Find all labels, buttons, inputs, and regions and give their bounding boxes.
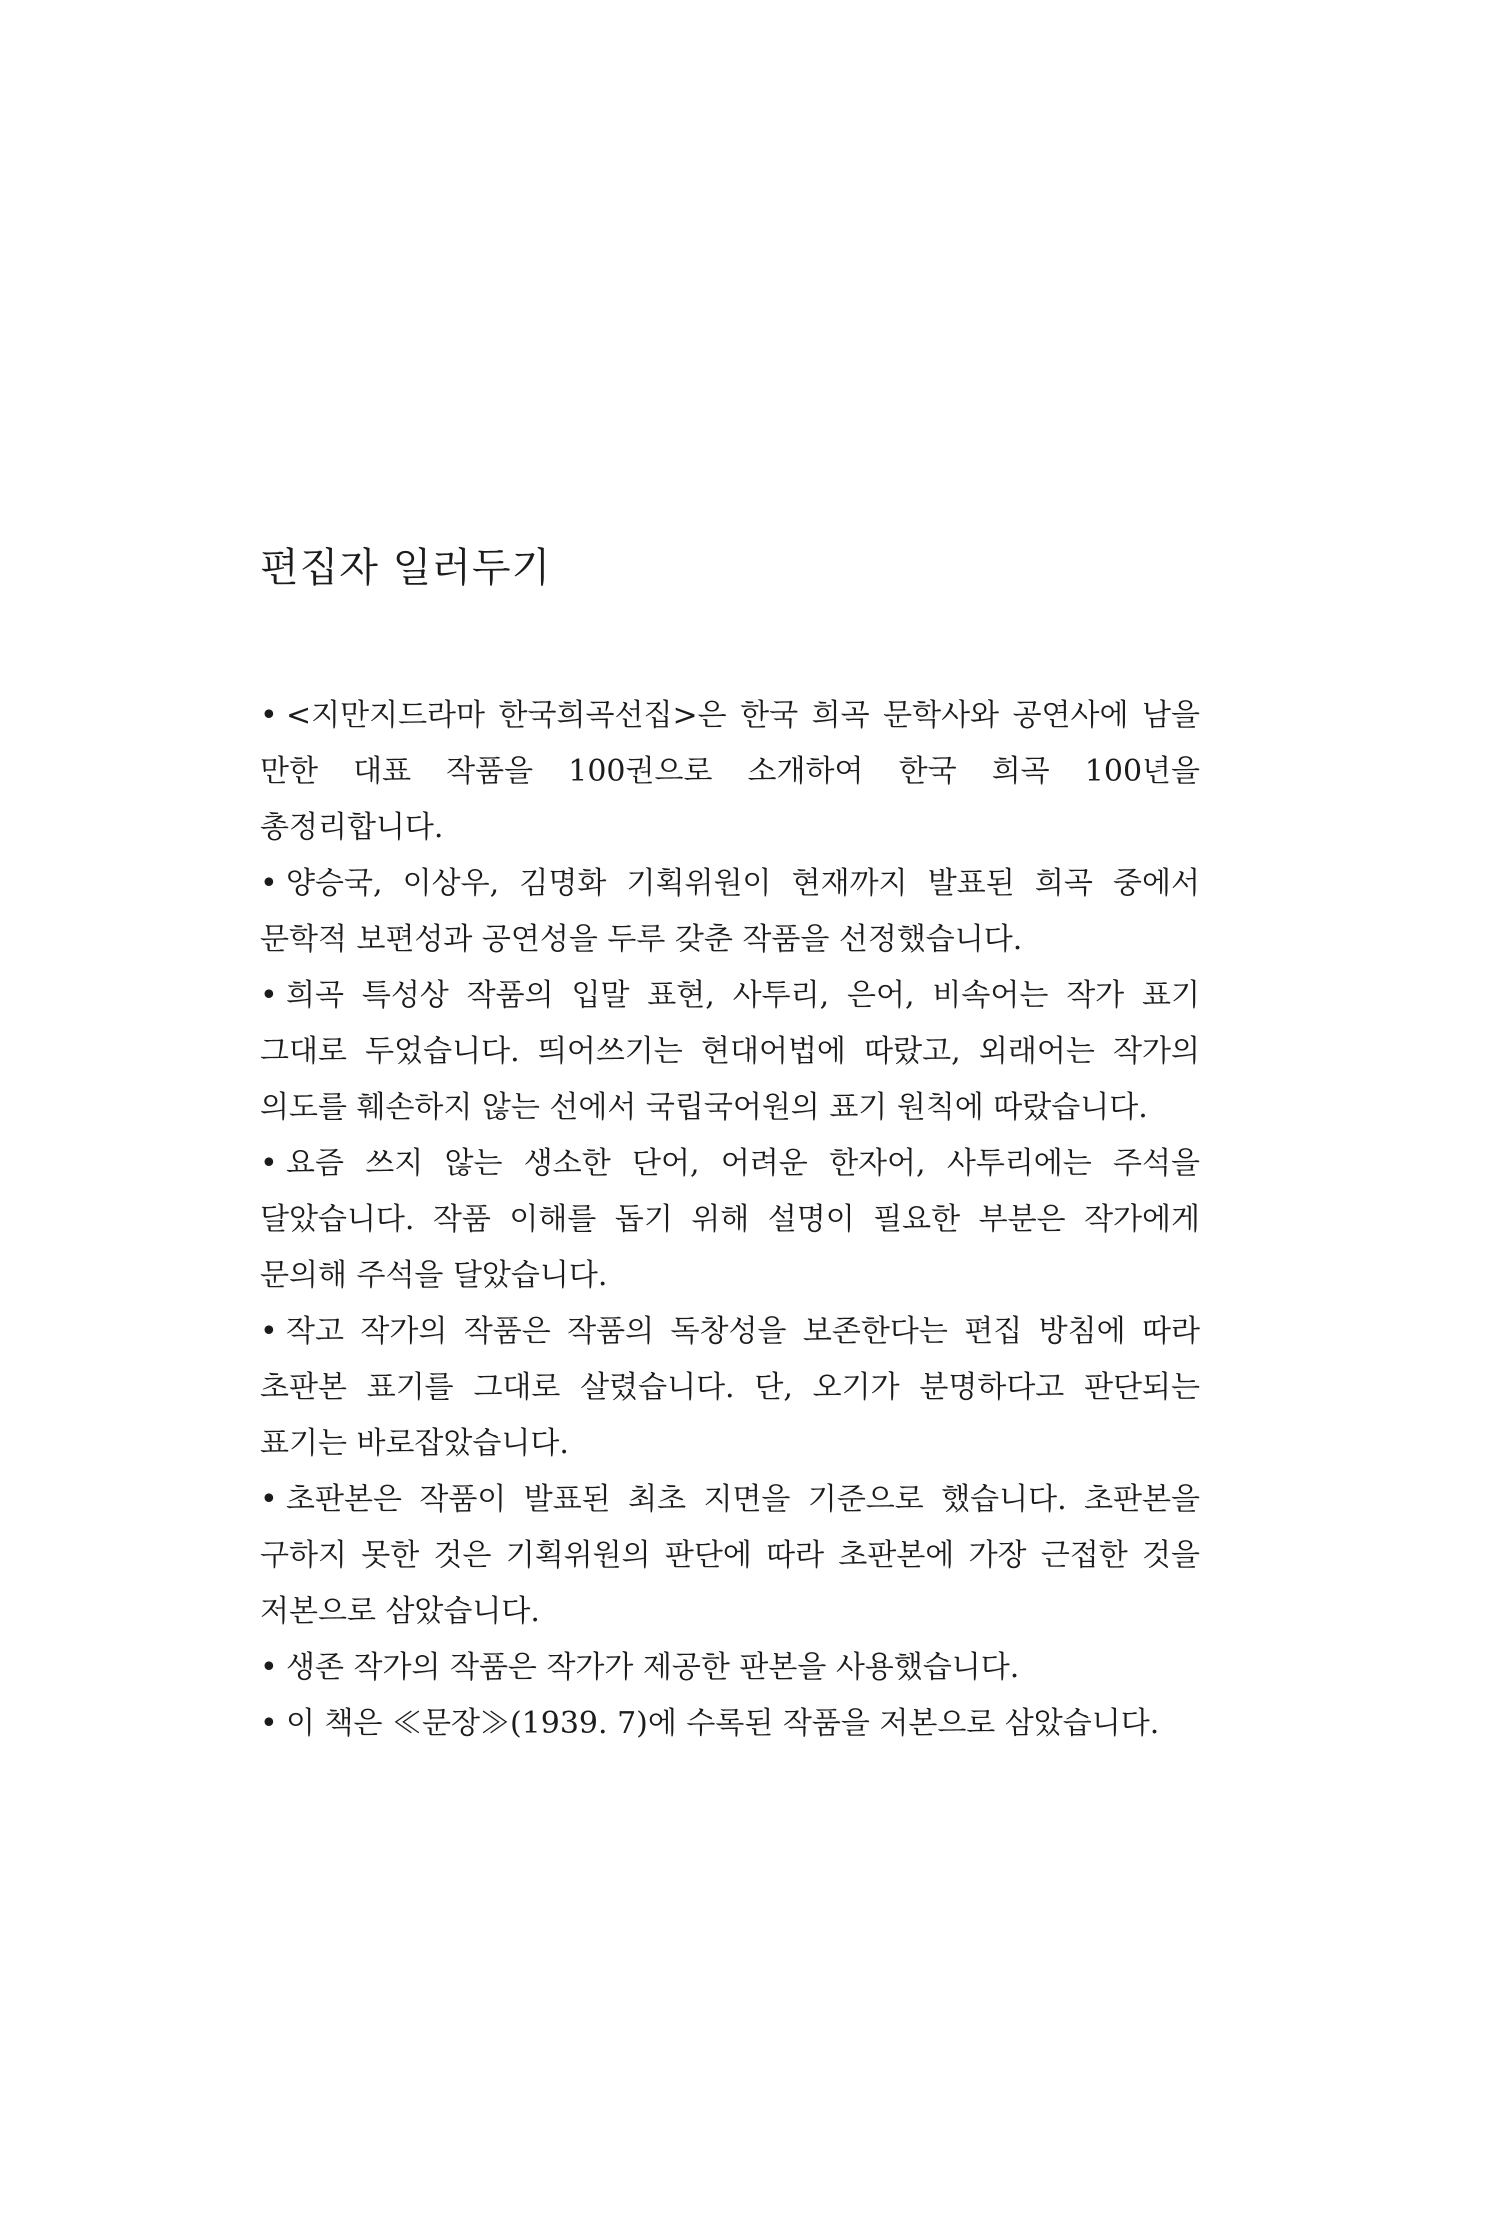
note-text: 요즘 쓰지 않는 생소한 단어, 어려운 한자어, 사투리에는 주석을 달았습니다. 작품 이해를 돕기 위해 설명이 필요한 부분은 작가에게 문의해 주석을 달았습니다. [260,1146,1200,1293]
note-item [260,856,1200,968]
bullet: • [260,1482,278,1517]
note-text: 이 책은 ≪문장≫(1939. 7)에 수록된 작품을 저본으로 삼았습니다. [286,1706,1160,1741]
note-text: 생존 작가의 작품은 작가가 제공한 판본을 사용했습니다. [286,1650,1020,1685]
editor-notes-list [260,688,1200,1752]
bullet: • [260,1146,278,1181]
page-title: 편집자 일러두기 [260,545,552,591]
note-text: 희곡 특성상 작품의 입말 표현, 사투리, 은어, 비속어는 작가 표기 그대로 두었습니다. 띄어쓰기는 현대어법에 따랐고, 외래어는 작가의 의도를 훼손하지 않는 선에서 국립국어원의 표기 원칙에 따랐습니다. [260,978,1200,1125]
bullet: • [260,698,278,733]
bullet: • [260,978,278,1013]
note-item [260,1472,1200,1640]
bullet: • [260,1650,278,1685]
note-item [260,1640,1200,1696]
bullet: • [260,1706,278,1741]
note-text: <지만지드라마 한국희곡선집>은 한국 희곡 문학사와 공연사에 남을 만한 대표 작품을 100권으로 소개하여 한국 희곡 100년을 총정리합니다. [260,698,1200,845]
note-item [260,688,1200,856]
note-item [260,1304,1200,1472]
note-item [260,968,1200,1136]
bullet: • [260,866,278,901]
note-text: 작고 작가의 작품은 작품의 독창성을 보존한다는 편집 방침에 따라 초판본 표기를 그대로 살렸습니다. 단, 오기가 분명하다고 판단되는 표기는 바로잡았습니다. [260,1314,1200,1461]
editor-notes-page [260,540,1200,1752]
note-item [260,1696,1200,1752]
bullet: • [260,1314,278,1349]
note-text: 초판본은 작품이 발표된 최초 지면을 기준으로 했습니다. 초판본을 구하지 못한 것은 기획위원의 판단에 따라 초판본에 가장 근접한 것을 저본으로 삼았습니다. [260,1482,1200,1629]
note-item [260,1136,1200,1304]
note-text: 양승국, 이상우, 김명화 기획위원이 현재까지 발표된 희곡 중에서 문학적 보편성과 공연성을 두루 갖춘 작품을 선정했습니다. [260,866,1200,957]
